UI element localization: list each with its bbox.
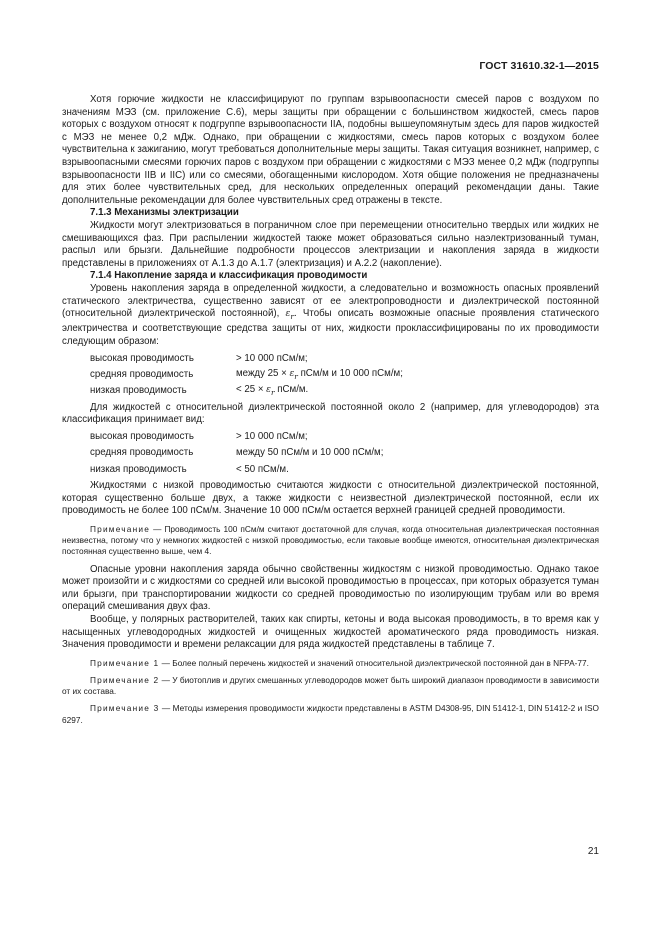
classification-row: [90, 445, 599, 461]
class-value: < 50 пСм/м.: [236, 463, 289, 475]
paragraph-solvents: Вообще, у полярных растворителей, таких как спирты, кетоны и вода высокая проводимость, в то время как у насыщенных углеводородных жидкостей и очищенных жидкостей ароматического ряда проводимость низкая. Значения проводимости и времени релаксации для ряда жидкостей представлены в таблице 7.: [62, 613, 599, 651]
classification-row: [90, 429, 599, 445]
note-text: — Более полный перечень жидкостей и значений относительной диэлектрической постоянной дан в NFPA-77.: [159, 657, 589, 668]
paragraph-electrification: Жидкости могут электризоваться в пограничном слое при перемещении относительно твердых или жидких не смешивающихся фаз. При распылении жидкостей также может образоваться сильно наэлектризованный туман, распыл или брызги. Дальнейшие подробности процессов электризации и накопления заряда в жидкости представлены в приложениях от А.1.3 до А.1.7 (электризация) и А.2.2 (накопление).: [62, 219, 599, 269]
class-value: < $25 \times \varepsilon_r$ пСм/м.: [236, 383, 309, 397]
section-heading-7-1-4: 7.1.4 Накопление заряда и классификация проводимости: [90, 270, 368, 282]
note-text: — Методы измерения проводимости жидкости представлены в ASTM D4308-95, DIN 51412-1, DIN 51412-2 и ISO 6297.: [62, 703, 600, 725]
section-heading-7-1-3: 7.1.3 Механизмы электризации: [90, 207, 239, 219]
page-number: 21: [587, 846, 599, 857]
note-text: — У биотоплив и других смешанных углеводородов может быть широкий диапазон проводимости в зависимости от их состава.: [62, 674, 599, 697]
classification-row: [90, 351, 599, 367]
class-value: между $25 \times \varepsilon_r$ пСм/м и 10 000 пСм/м;: [236, 367, 403, 381]
class-name: средняя проводимость: [90, 368, 194, 380]
paragraph-text-part-1: Уровень накопления заряда в определенной жидкости, а следовательно и возможность опасных проявлений статического электричества, существенно зависят от ее электропроводности и диэлектрической постоянной (относительной диэлектрической постоянной),: [62, 282, 599, 320]
paragraph-hazard-levels: Опасные уровни накопления заряда обычно свойственны жидкостям с низкой проводимостью. Однако такое может произойти и с жидкостями со средней или высокой проводимостью в процессах, при которых образуется туман или брызги, при транспортировании жидкости со средней проводимостью по изолирующим трубам или во время операций смешивания двух фаз.: [62, 563, 599, 613]
note-label: Примечание 2: [90, 674, 160, 685]
paragraph-charge-accumulation: [62, 283, 599, 349]
classification-row: [90, 383, 599, 399]
conductivity-classification-general: [90, 351, 599, 400]
note-label: Примечание 1: [90, 657, 160, 668]
note-2: [62, 675, 599, 697]
note-text: — Проводимость 100 пСм/м считают достаточной для случая, когда относительная диэлектрическая постоянная неизвестна, потому что у немногих жидкостей с низкой проводимостью, если таковые вообще имеются, относительная диэлектрическая постоянная существенно выше, чем 4.: [62, 523, 599, 557]
paragraph-hydrocarbons: Для жидкостей с относительной диэлектрической постоянной около 2 (например, для углеводородов) эта классификация принимает вид:: [62, 401, 599, 426]
document-id-header: ГОСТ 31610.32-1—2015: [479, 60, 599, 72]
class-name: низкая проводимость: [90, 463, 187, 475]
note: [62, 524, 599, 558]
class-name: высокая проводимость: [90, 430, 194, 442]
note-3: [62, 703, 599, 725]
paragraph-intro: Хотя горючие жидкости не классифицируют по группам взрывоопасности смесей паров с воздухом по значениям МЭЗ (см. приложение С.6), меры защиты при обращении с большинством жидкостей, смесь паров которых с воздухом относят к подгруппе взрывоопасности IIA, подобны вышеупомянутым здесь для паров жидкостей с МЭЗ не менее 0,2 мДж. Однако, при обращении с жидкостями, смесь паров которых с воздухом более чувствительна к зажиганию, могут требоваться дополнительные меры защиты. Такая ситуация возникнет, например, с взрывоопасными смесями горючих паров с воздухом при обращении с жидкостями с МЭЗ менее 0,2 мДж (подгруппы взрывоопасности IIB и IIC) или со смесями, обогащенными кислородом. Хотя общие положения не предназначены для этих более чувствительных сред, для нескольких определенных операций рекомендации даны. Такие дополнительные рекомендации для более чувствительных сред отражены в тексте.: [62, 94, 599, 206]
classification-row: [90, 462, 599, 478]
epsilon-symbol: $\varepsilon_r$: [285, 309, 294, 321]
class-name: высокая проводимость: [90, 352, 194, 364]
classification-row: [90, 367, 599, 383]
conductivity-classification-hydrocarbons: [90, 429, 599, 478]
class-value: между 50 пСм/м и 10 000 пСм/м;: [236, 447, 384, 459]
class-name: средняя проводимость: [90, 447, 194, 459]
class-name: низкая проводимость: [90, 385, 187, 397]
paragraph-low-conductivity: Жидкостями с низкой проводимостью считаются жидкости с относительной диэлектрической постоянной, которая существенно больше двух, а также жидкости с неизвестной диэлектрической постоянной, если их проводимость не более 100 пСм/м. Значение 10 000 пСм/м остается верхней границей средней проводимости.: [62, 480, 599, 517]
note-label: Примечание: [90, 523, 151, 534]
note-1: [62, 658, 599, 669]
class-value: > 10 000 пСм/м;: [236, 430, 308, 442]
paragraph-text-part-2: . Чтобы описать возможные опасные проявления статического электричества и соответствующие средства защиты от них, жидкости проклассифицированы по их проводимости следующим образом:: [62, 308, 599, 348]
note-label: Примечание 3: [90, 703, 160, 714]
page-content: [62, 94, 599, 732]
class-value: > 10 000 пСм/м;: [236, 352, 308, 364]
